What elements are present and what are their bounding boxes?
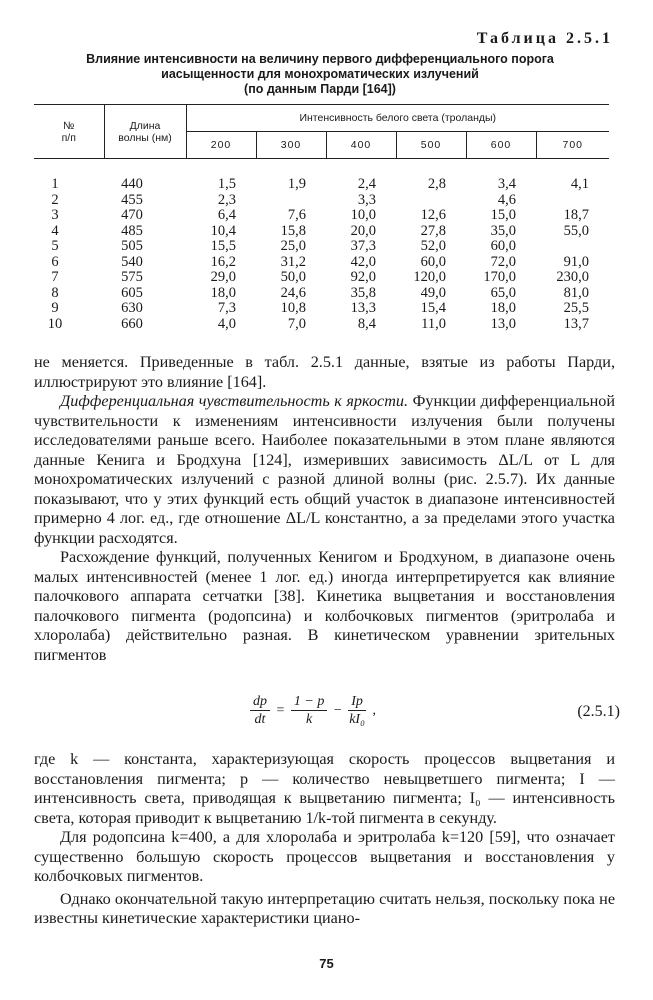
- value-cell: 37,3: [350, 238, 376, 254]
- value-cell: 65,0: [490, 284, 516, 301]
- value-cell: 35,8: [350, 284, 376, 301]
- formula-term-2: [348, 693, 366, 728]
- table-label: Таблица 2.5.1: [476, 30, 613, 47]
- value-cell: 31,2: [280, 253, 306, 270]
- row-number-cell: 8: [51, 284, 59, 301]
- row-number-cell: 3: [51, 207, 59, 223]
- value-cell: 7,0: [287, 315, 306, 332]
- formula-2-5-1: [250, 693, 620, 737]
- header-row-number: [34, 105, 104, 159]
- row-number-cell: 7: [51, 269, 59, 285]
- value-cell: 15,4: [420, 300, 446, 316]
- paragraph-6: Однако окончательной такую интерпретацию считать нельзя, поскольку пока не известны кинетические характеристики циано-: [34, 889, 615, 927]
- wavelength-cell: 605: [121, 284, 143, 301]
- table-row: [34, 239, 609, 255]
- table-row: [34, 193, 609, 209]
- table-row: [34, 224, 609, 240]
- value-cell: [256, 193, 326, 209]
- wavelength-cell: 470: [121, 207, 143, 223]
- formula-term-1: [291, 693, 327, 728]
- value-cell: 13,7: [563, 315, 589, 332]
- wavelength-cell: 660: [121, 315, 143, 332]
- wavelength-cell: 455: [121, 191, 143, 208]
- body-text-top: [34, 353, 615, 665]
- row-number-cell: 9: [51, 300, 59, 316]
- value-cell: 25,5: [563, 300, 589, 316]
- header-wavelength-line1: Длина: [129, 119, 161, 132]
- value-cell: 92,0: [350, 269, 376, 285]
- formula-term-1-numerator: 1 − p: [291, 693, 327, 711]
- value-cell: 10,0: [350, 207, 376, 223]
- value-cell: 2,3: [217, 191, 236, 208]
- value-cell: 8,4: [357, 315, 376, 332]
- value-cell: 49,0: [420, 284, 446, 301]
- value-cell: 29,0: [210, 269, 236, 285]
- value-cell: 25,0: [280, 238, 306, 254]
- value-cell: 27,8: [420, 222, 446, 239]
- table-row: [34, 255, 609, 271]
- value-cell: 42,0: [350, 253, 376, 270]
- header-wavelength: [104, 105, 186, 159]
- paragraph-1: не меняется. Приведенные в табл. 2.5.1 данные, взятые из работы Парди, иллюстрируют это влияние [164].: [34, 353, 615, 391]
- value-cell: 7,3: [217, 300, 236, 316]
- formula-term-2-denominator: kI₀: [349, 712, 365, 727]
- wavelength-cell: 575: [121, 269, 143, 285]
- value-cell: 3,4: [497, 176, 516, 192]
- value-cell: 81,0: [563, 284, 589, 301]
- row-number-cell: 6: [51, 253, 59, 270]
- value-cell: 4,6: [497, 191, 516, 208]
- value-cell: 35,0: [490, 222, 516, 239]
- value-cell: [536, 239, 609, 255]
- paragraph-5: Для родопсина k=400, а для хлоролаба и эритролаба k=120 [59], что означает существенно большую скорость процессов выцветания и восстановления у колбочковых пигментов.: [34, 828, 615, 885]
- data-table: [34, 104, 609, 332]
- value-cell: 230,0: [556, 269, 589, 285]
- value-cell: 52,0: [420, 238, 446, 254]
- wavelength-cell: 440: [121, 176, 143, 192]
- paragraph-2-body: Функции дифференциальной чувствительности к изменениям интенсивности излучения были получены исследователями раньше всего. Наиболее показательными в этом плане являются данные Кенига и Бродхуна [124], измеривших зависимость ΔL/L от L для монохроматических излучений с разной длиной волны (рис. 2.5.7). Их данные показывают, что у этих функций есть общий участок в диапазоне интенсивностей примерно 4 лог. ед., где отношение ΔL/L константно, а за пределами этого участка функции расходятся.: [34, 392, 615, 547]
- value-cell: 18,0: [490, 300, 516, 316]
- value-cell: 91,0: [563, 253, 589, 270]
- value-cell: 2,8: [427, 176, 446, 192]
- table-row: [34, 270, 609, 286]
- value-cell: 120,0: [413, 269, 446, 285]
- value-cell: 72,0: [490, 253, 516, 270]
- table-row: [34, 301, 609, 317]
- table-row: [34, 286, 609, 302]
- value-cell: 15,8: [280, 222, 306, 239]
- wavelength-cell: 485: [121, 222, 143, 239]
- row-number-cell: 5: [51, 238, 59, 254]
- formula-minus: −: [333, 702, 342, 718]
- formula-comma: ,: [372, 702, 376, 718]
- value-cell: 18,0: [210, 284, 236, 301]
- row-number-cell: 2: [51, 191, 59, 208]
- formula-lhs: [250, 693, 270, 728]
- caption-line-3: (по данным Парди [164]): [244, 82, 396, 96]
- value-cell: 16,2: [210, 253, 236, 270]
- formula-term-2-numerator: Ip: [348, 693, 366, 711]
- header-number-label: п/п: [61, 131, 76, 144]
- header-intensity: Интенсивность белого света (троланды): [186, 105, 609, 132]
- table-row: [34, 208, 609, 224]
- value-cell: 1,9: [287, 176, 306, 192]
- value-cell: 7,6: [287, 207, 306, 223]
- value-cell: 15,5: [210, 238, 236, 254]
- wavelength-cell: 540: [121, 253, 143, 270]
- wavelength-cell: 630: [121, 300, 143, 316]
- value-cell: 20,0: [350, 222, 376, 239]
- header-intensity-500: 500: [396, 132, 466, 159]
- formula-term-1-denominator: k: [306, 712, 313, 727]
- header-intensity-600: 600: [466, 132, 536, 159]
- table-caption: [40, 52, 600, 97]
- value-cell: [536, 193, 609, 209]
- value-cell: 18,7: [563, 207, 589, 223]
- body-text-bottom: [34, 750, 615, 929]
- value-cell: 6,4: [217, 207, 236, 223]
- wavelength-cell: 505: [121, 238, 143, 254]
- value-cell: 170,0: [483, 269, 516, 285]
- value-cell: 10,8: [280, 300, 306, 316]
- caption-line-1: Влияние интенсивности на величину первого дифференциального порога: [86, 52, 554, 66]
- row-number-cell: 10: [47, 315, 63, 332]
- value-cell: 55,0: [563, 222, 589, 239]
- table-row: [34, 317, 609, 333]
- table-row: [34, 159, 609, 193]
- header-number-sign: №: [63, 119, 75, 132]
- value-cell: 15,0: [490, 207, 516, 223]
- page-number: 75: [319, 956, 334, 971]
- formula-number: (2.5.1): [577, 703, 620, 720]
- value-cell: 60,0: [420, 253, 446, 270]
- paragraph-3: Расхождение функций, полученных Кенигом и Бродхуном, в диапазоне очень малых интенсивностей (менее 1 лог. ед.) иногда интерпретируется как влияние палочкового аппарата сетчатки [38]. Кинетика выцветания и восстановления палочкового пигмента (родопсина) и колбочковых пигментов (эритролаба и хлоролаба) действительно разная. В кинетическом уравнении зрительных пигментов: [34, 548, 615, 664]
- formula-lhs-numerator: dp: [250, 693, 270, 711]
- value-cell: 60,0: [490, 238, 516, 254]
- value-cell: 24,6: [280, 284, 306, 301]
- header-intensity-400: 400: [326, 132, 396, 159]
- value-cell: 10,4: [210, 222, 236, 239]
- row-number-cell: 4: [51, 222, 59, 239]
- value-cell: 13,3: [350, 300, 376, 316]
- value-cell: 4,0: [217, 315, 236, 332]
- value-cell: 12,6: [420, 207, 446, 223]
- paragraph-4: где k — константа, характеризующая скорость процессов выцветания и восстановления пигмента; p — количество невыцветшего пигмента; I — интенсивность света, приводящая к выцветанию пигмента; I₀ — интенсивность света, которая приводит к выцветанию 1/k-той пигмента в секунду.: [34, 750, 615, 827]
- value-cell: 13,0: [490, 315, 516, 332]
- value-cell: 1,5: [217, 176, 236, 192]
- value-cell: 3,3: [357, 191, 376, 208]
- value-cell: 11,0: [421, 315, 446, 332]
- header-intensity-300: 300: [256, 132, 326, 159]
- value-cell: 50,0: [280, 269, 306, 285]
- paragraph-2-heading: Дифференциальная чувствительность к яркости.: [60, 392, 409, 410]
- header-intensity-200: 200: [186, 132, 256, 159]
- value-cell: 4,1: [570, 176, 589, 192]
- caption-line-2: иасыщенности для монохроматических излучений: [161, 67, 479, 81]
- formula-lhs-denominator: dt: [254, 712, 266, 727]
- value-cell: [396, 193, 466, 209]
- row-number-cell: 1: [51, 176, 59, 192]
- paragraph-2: [34, 392, 615, 548]
- value-cell: 2,4: [357, 176, 376, 192]
- header-wavelength-line2: волны (нм): [118, 131, 172, 144]
- header-intensity-700: 700: [536, 132, 609, 159]
- formula-equals: =: [276, 702, 285, 718]
